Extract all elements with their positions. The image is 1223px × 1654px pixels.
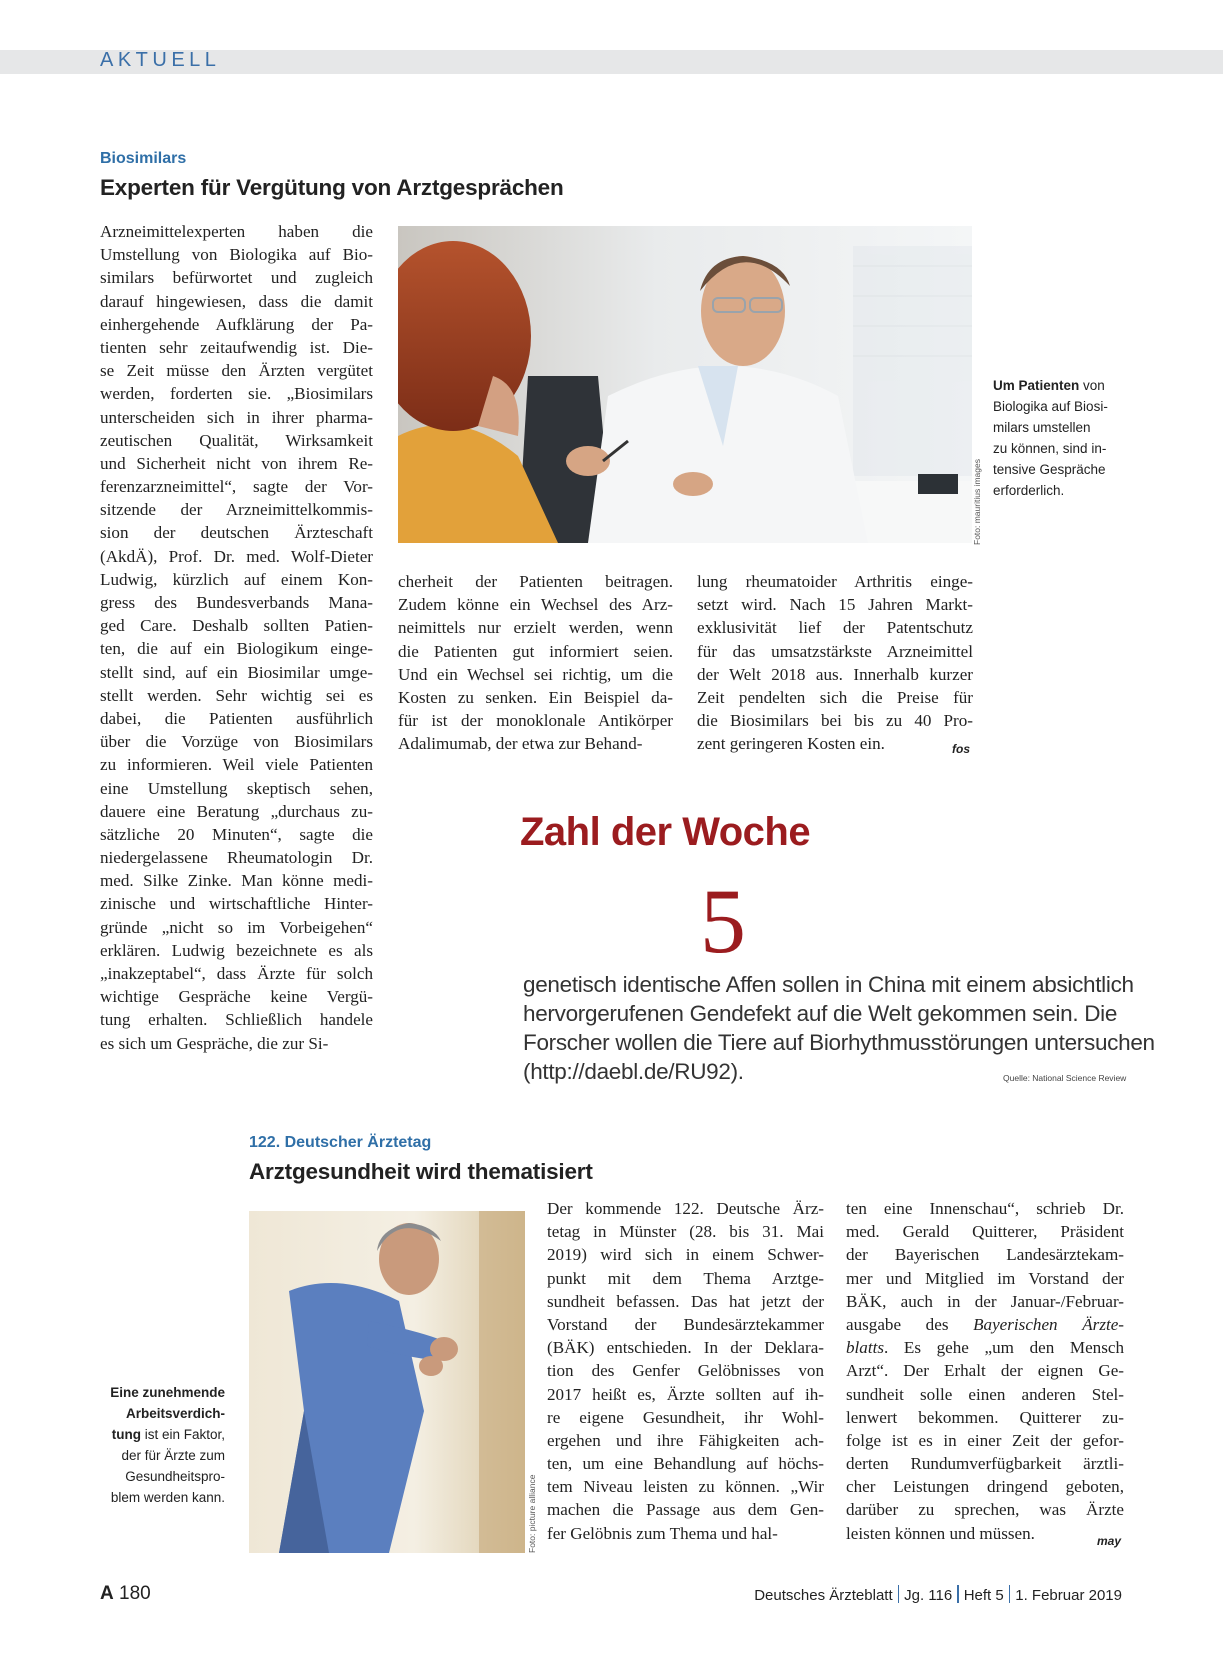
text-line: darauf hingewiesen, dass die damit: [100, 291, 373, 311]
text-line: der Bayerischen Landesärztekam-: [846, 1245, 1124, 1265]
text-line: punkt mit dem Thema Arztge-: [547, 1268, 824, 1288]
article1-column-1: [100, 220, 373, 1055]
text-line: für ist der monoklonale Antikörper: [398, 711, 673, 731]
caption-line: Gesundheitspro-: [125, 1469, 225, 1484]
article2-column-1: [547, 1197, 824, 1545]
text-line: Arzneimittelexperten haben die: [100, 222, 373, 241]
text-line: med. Gerald Quitterer, Präsident: [846, 1222, 1124, 1242]
text-line: die Patienten gut informiert seien.: [398, 641, 673, 661]
text-line: ausgabe des Bayerischen Ärzte-: [846, 1314, 1124, 1334]
article1-column-3: [697, 570, 973, 756]
text-line: Der kommende 122. Deutsche Ärz-: [547, 1199, 824, 1218]
text-line: setzt wird. Nach 15 Jahren Markt-: [697, 595, 973, 615]
text-line: der Welt 2018 aus. Innerhalb kurzer: [697, 664, 973, 684]
caption-line: tensive Gespräche: [993, 462, 1106, 477]
text-line: erklären. Ludwig bezeichnete es als: [100, 940, 373, 960]
text-line: lung rheumatoider Arthritis einge-: [697, 572, 973, 591]
text-line: stellt werden. Sehr wichtig sei es: [100, 685, 373, 705]
text-line: Zudem könne ein Wechsel des Arz-: [398, 595, 673, 615]
text-line: mer und Mitglied im Vorstand der: [846, 1268, 1124, 1288]
photo-credit-2: Foto: picture alliance: [527, 1474, 537, 1553]
caption-line: blem werden kann.: [110, 1490, 225, 1505]
text-line: ged Care. Deshalb sollten Patien-: [100, 616, 373, 636]
exhausted-doctor-photo: [249, 1211, 525, 1553]
text-line: tung erhalten. Schließlich handele: [100, 1010, 373, 1030]
article2-title: Arztgesundheit wird thematisiert: [249, 1159, 593, 1184]
article2-column-2: [846, 1197, 1124, 1545]
page-prefix: A: [100, 1583, 114, 1604]
number-of-week-text-line: genetisch identische Affen sollen in China mit einem absichtlich: [523, 972, 1134, 997]
text-line: lenwert bekommen. Quitterer zu-: [846, 1407, 1124, 1427]
text-line: se Zeit müsse den Ärzten vergütet: [100, 361, 373, 381]
text-line: (BÄK) entschieden. In der Deklara-: [547, 1338, 824, 1358]
text-line: dauere eine Beratung „durchaus zu-: [100, 801, 373, 821]
text-line: BÄK, auch in der Januar-/Februar-: [846, 1291, 1124, 1311]
caption-bold-text: Um Patienten: [993, 378, 1080, 393]
number-of-week-value: 5: [700, 870, 746, 972]
text-line: die Biosimilars bei bis zu 40 Pro-: [697, 711, 973, 731]
text-line: re eigene Gesundheit, ihr Wohl-: [547, 1407, 824, 1427]
text-line: tem Niveau leisten zu können. „Wir: [547, 1477, 824, 1497]
text-line: gress des Bundesverbands Mana-: [100, 593, 373, 612]
text-line: gründe „nicht so im Vorbeigehen“: [100, 917, 373, 937]
text-line: zinische und wirtschaftliche Hinter-: [100, 894, 373, 914]
text-line: derten Rundumverfügbarkeit ärztli-: [846, 1454, 1124, 1474]
text-line: eine Umstellung skeptisch sehen,: [100, 778, 373, 798]
article2-signature: may: [1097, 1534, 1122, 1548]
text-line: Arzt“. Der Erhalt der eignen Ge-: [846, 1361, 1124, 1381]
text-line: Kosten zu senken. Ein Beispiel da-: [398, 687, 673, 707]
caption-bold-line: tung: [111, 1427, 141, 1442]
text-line: zeutischen Qualität, Wirksamkeit: [100, 430, 373, 450]
text-line: unterscheiden sich in ihrer pharma-: [100, 407, 373, 427]
caption-line: ist ein Faktor,: [140, 1427, 225, 1442]
text-line: ten, um eine Behandlung auf höchs-: [547, 1454, 824, 1474]
text-line: neimittels nur erzielt werden, wenn: [398, 618, 673, 638]
text-line: Ludwig, kürzlich auf einem Kon-: [100, 569, 373, 589]
text-line: 2019) wird sich in einem Schwer-: [547, 1245, 824, 1265]
text-line: fer Gelöbnis zum Thema und hal-: [547, 1523, 778, 1543]
article1-column-2: [398, 570, 673, 756]
journal-issue: Heft 5: [963, 1587, 1004, 1604]
number-of-week-text-line: (http://daebl.de/RU92).: [523, 1059, 744, 1084]
text-line: sitzende der Arzneimittelkommis-: [100, 500, 373, 520]
journal-date: 1. Februar 2019: [1015, 1587, 1122, 1604]
text-line: folge ist es in einer Zeit der gefor-: [846, 1430, 1124, 1450]
number-of-week-text-line: Forscher wollen die Tiere auf Biorhythmusstörungen untersuchen: [523, 1030, 1155, 1055]
text-line: niedergelassene Rheumatologin Dr.: [100, 848, 373, 868]
number-of-week-source: Quelle: National Science Review: [1003, 1073, 1127, 1083]
text-line: leisten können und müssen.: [846, 1523, 1035, 1543]
text-line: machen die Passage aus dem Gen-: [547, 1500, 824, 1520]
article2-caption: [90, 1382, 225, 1508]
article1-title: Experten für Vergütung von Arztgesprächen: [100, 175, 564, 200]
text-line: und Sicherheit nicht von ihrem Re-: [100, 453, 373, 473]
article1-signature: fos: [952, 742, 970, 756]
text-line: Vorstand der Bundesärztekammer: [547, 1314, 824, 1334]
text-line: für das umsatzstärkste Arzneimittel: [697, 641, 973, 661]
page-number-value: 180: [119, 1583, 151, 1604]
text-line: ten, die auf ein Biologikum einge-: [100, 639, 373, 659]
caption-bold-line: Arbeitsverdich-: [125, 1406, 225, 1421]
caption-line: zu können, sind in-: [993, 441, 1107, 456]
text-line: werden, forderten sie. „Biosimilars: [100, 384, 373, 404]
article2-kicker: 122. Deutscher Ärztetag: [249, 1134, 432, 1151]
text-line: Und ein Wechsel sei richtig, um die: [398, 664, 673, 684]
text-line: similars befürwortet und zugleich: [100, 268, 373, 288]
text-line: Adalimumab, der etwa zur Behand-: [398, 734, 643, 754]
text-line: dabei, die Patienten ausführlich: [100, 708, 373, 728]
text-line: sundheit solle einen anderen Stel-: [846, 1384, 1124, 1404]
text-line: exklusivität lief der Patentschutz: [697, 618, 973, 638]
caption-line: von: [1079, 378, 1105, 393]
caption-line: milars umstellen: [993, 420, 1091, 435]
article1-caption: [993, 375, 1143, 501]
text-line: „inakzeptabel“, dass Ärzte für solch: [100, 964, 373, 983]
text-line: Zeit pendelten sich die Preise für: [697, 687, 973, 707]
text-line: es sich um Gespräche, die zur Si-: [100, 1033, 329, 1053]
text-line: wichtige Gespräche keine Vergü-: [100, 987, 373, 1007]
journal-name: Deutsches Ärzteblatt: [754, 1587, 893, 1604]
text-line: ferenzarzneimittel“, sagte der Vor-: [100, 477, 373, 497]
text-line: sion der deutschen Ärzteschaft: [100, 523, 373, 543]
text-line: stellt sind, auf ein Biosimilar umge-: [100, 662, 373, 682]
journal-volume: Jg. 116: [904, 1587, 953, 1604]
text-line: tetag in Münster (28. bis 31. Mai: [547, 1222, 824, 1242]
text-line: Umstellung von Biologika auf Bio-: [100, 245, 373, 265]
caption-line: Biologika auf Biosi-: [993, 399, 1108, 414]
text-line: tienten sehr zeitaufwendig ist. Die-: [100, 337, 373, 357]
text-line: 2017 heißt es, Ärzte sollten auf ih-: [547, 1384, 824, 1404]
text-line: ten eine Innenschau“, schrieb Dr.: [846, 1199, 1124, 1218]
section-label: AKTUELL: [100, 49, 221, 71]
text-line: cherheit der Patienten beitragen.: [398, 572, 673, 591]
text-line: blatts. Es gehe „um den Mensch: [846, 1338, 1124, 1358]
text-line: cher Leistungen dringend geboten,: [846, 1477, 1124, 1497]
text-line: tion des Genfer Gelöbnisses von: [547, 1361, 824, 1381]
journal-info: [754, 1585, 1122, 1604]
text-line: sätzliche 20 Minuten“, sagte die: [100, 824, 373, 844]
photo-credit-1: Foto: mauritius images: [972, 459, 982, 545]
text-line: über die Vorzüge von Biosimilars: [100, 732, 373, 752]
number-of-week-text: [523, 970, 1155, 1086]
caption-line: der für Ärzte zum: [121, 1448, 225, 1463]
text-line: med. Silke Zinke. Man könne medi-: [100, 871, 373, 891]
text-line: einhergehende Aufklärung der Pa-: [100, 314, 373, 334]
text-line: (AkdÄ), Prof. Dr. med. Wolf-Dieter: [100, 546, 373, 566]
number-of-week-text-line: hervorgerufenen Gendefekt auf die Welt gekommen sein. Die: [523, 1001, 1118, 1026]
doctor-consultation-photo: [398, 226, 972, 543]
text-line: ergehen und ihre Fähigkeiten ach-: [547, 1430, 824, 1450]
caption-line: erforderlich.: [993, 483, 1065, 498]
text-line: zu informieren. Weil viele Patienten: [100, 755, 373, 775]
text-line: darüber zu sprechen, was Ärzte: [846, 1500, 1124, 1520]
page-number: [100, 1583, 151, 1605]
text-line: sundheit befassen. Das hat jetzt der: [547, 1291, 824, 1311]
caption-bold-line: Eine zunehmende: [110, 1385, 225, 1400]
text-line: zent geringeren Kosten ein.: [697, 734, 885, 754]
article1-kicker: Biosimilars: [100, 150, 187, 167]
number-of-week-title: Zahl der Woche: [520, 810, 811, 854]
